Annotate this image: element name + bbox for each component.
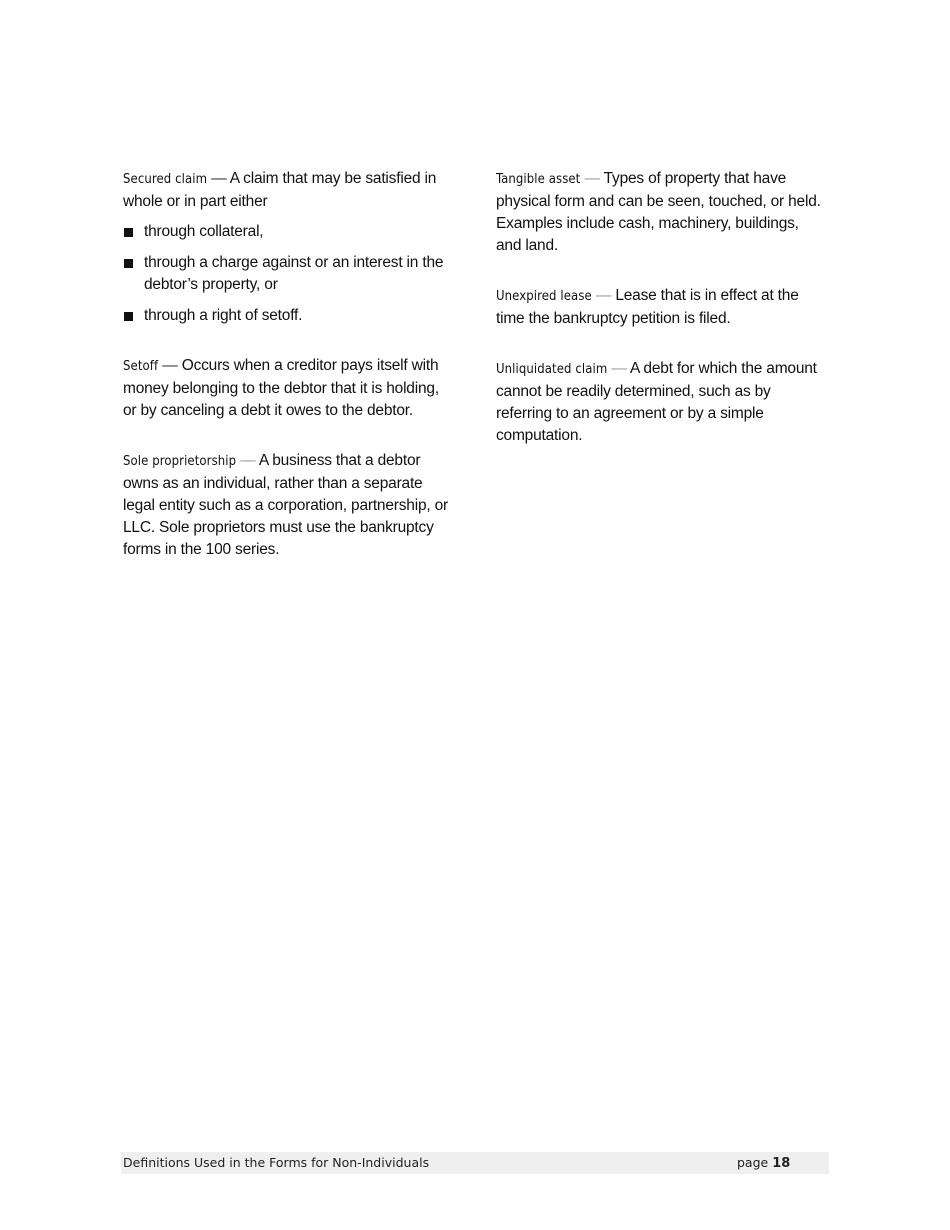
square-bullet-icon — [124, 228, 133, 237]
definition-unliquidated-claim — [496, 358, 826, 447]
square-bullet-icon — [124, 312, 133, 321]
page-footer — [121, 1152, 829, 1174]
page-number: 18 — [772, 1156, 791, 1171]
definition-text: Lease that is in effect at the time the bankruptcy petition is filed. — [496, 287, 799, 327]
square-bullet-icon — [124, 259, 133, 268]
definition-unexpired-lease — [496, 285, 826, 330]
term-setoff: Setoff — [123, 359, 159, 374]
definition-setoff — [123, 355, 453, 422]
term-tangible-asset: Tangible asset — [496, 172, 581, 187]
definition-secured-claim — [123, 168, 453, 213]
em-dash: — — [158, 357, 182, 374]
right-column — [496, 168, 826, 475]
definition-text: Types of property that have physical form and can be seen, touched, or held. Examples include cash, machinery, buildings, and land. — [496, 170, 821, 254]
definition-text: Occurs when a creditor pays itself with money belonging to the debtor that it is holding, or by canceling a debt it owes to the debtor. — [123, 357, 439, 419]
list-item — [123, 252, 453, 296]
definition-tangible-asset — [496, 168, 826, 257]
page-label: page — [737, 1155, 769, 1170]
em-dash: — — [591, 287, 616, 304]
list-item — [123, 221, 453, 243]
bullet-text: through a right of setoff. — [144, 307, 303, 324]
definition-text: A business that a debtor owns as an individual, rather than a separate legal entity such as a corporation, partnership, or LLC. Sole proprietors must use the bankruptcy forms in the 100 series. — [123, 452, 448, 558]
footer-title: Definitions Used in the Forms for Non-Individuals — [123, 1155, 430, 1170]
bullet-text: through a charge against or an interest in the debtor’s property, or — [144, 254, 444, 293]
definition-sole-proprietorship — [123, 450, 453, 561]
em-dash: — — [580, 170, 604, 187]
bullet-text: through collateral, — [144, 223, 264, 240]
term-secured-claim: Secured claim — [123, 172, 208, 187]
em-dash: — — [607, 360, 631, 377]
em-dash: — — [207, 170, 230, 187]
term-unexpired-lease: Unexpired lease — [496, 289, 592, 304]
definition-text: A debt for which the amount cannot be readily determined, such as by referring to an agreement or by a simple computation. — [496, 360, 817, 444]
em-dash: — — [236, 452, 259, 469]
page-number-label — [737, 1152, 790, 1175]
secured-claim-bullet-list — [123, 221, 453, 327]
list-item — [123, 305, 453, 327]
left-column — [123, 168, 453, 589]
definition-text: A claim that may be satisfied in whole or in part either — [123, 170, 437, 210]
term-sole-proprietorship: Sole proprietorship — [123, 454, 237, 469]
term-unliquidated-claim: Unliquidated claim — [496, 362, 608, 377]
